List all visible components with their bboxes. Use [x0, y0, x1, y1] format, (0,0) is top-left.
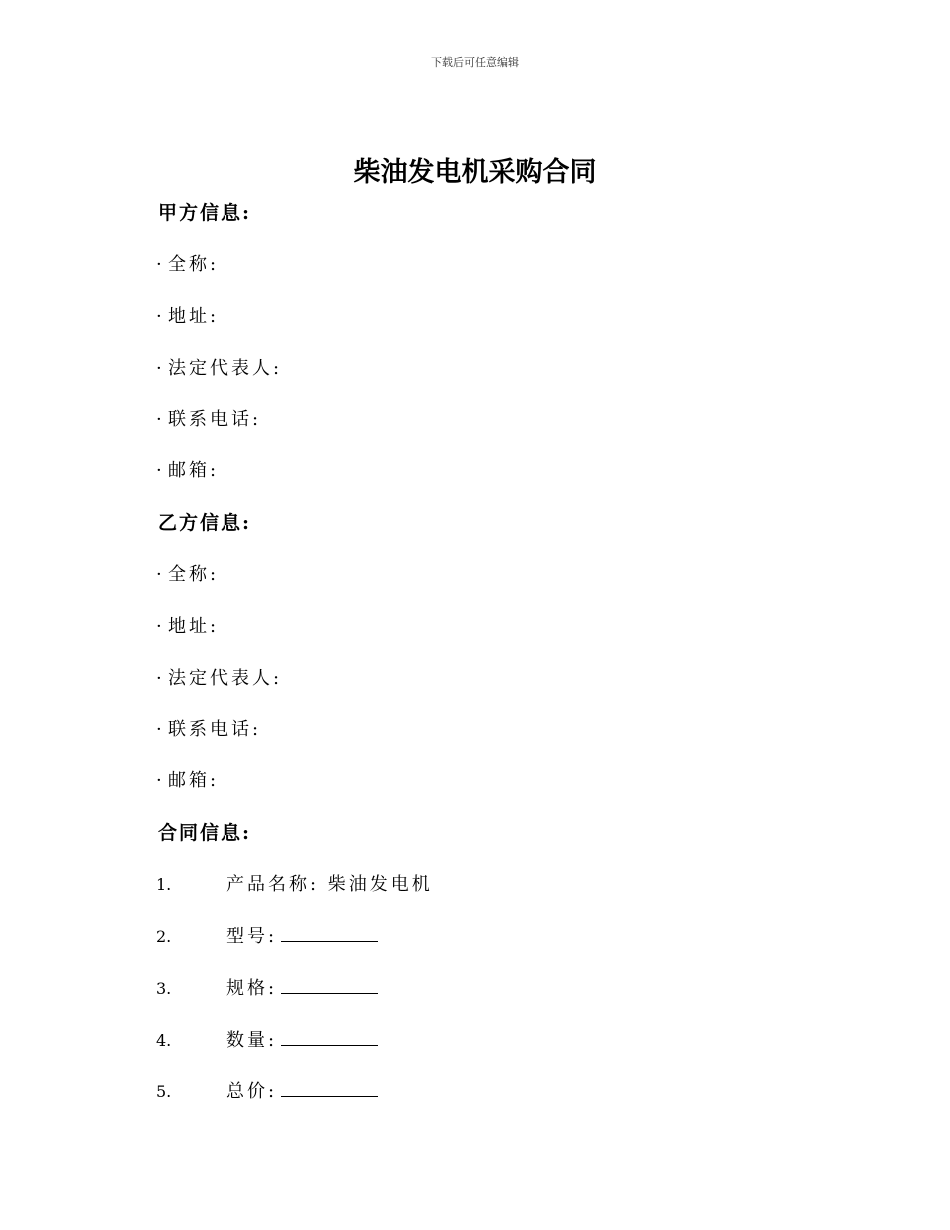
list-number: 3. — [156, 979, 172, 998]
party-b-legal-representative — [156, 664, 282, 690]
party-b-email — [156, 766, 219, 792]
document-title: 柴油发电机采购合同 — [353, 157, 597, 188]
bullet-icon: · — [156, 358, 162, 379]
party-b-full-name-label: 全称: — [168, 564, 220, 585]
list-number: 4. — [156, 1031, 172, 1050]
party-a-address-label: 地址: — [168, 306, 220, 327]
party-a-full-name-label: 全称: — [168, 254, 220, 275]
party-a-address — [156, 302, 219, 328]
list-number: 5. — [156, 1082, 172, 1101]
contract-item-specification — [156, 974, 378, 1000]
bullet-icon: · — [156, 460, 162, 481]
party-a-heading: 甲方信息: — [158, 202, 252, 224]
party-b-full-name — [156, 560, 219, 586]
bullet-icon: · — [156, 668, 162, 689]
party-a-legal-representative — [156, 354, 282, 380]
bullet-icon: · — [156, 254, 162, 275]
contract-item-model — [156, 922, 378, 948]
party-b-address — [156, 612, 219, 638]
specification-fill-in-blank[interactable] — [281, 975, 378, 994]
specification-label: 规格: — [226, 978, 278, 999]
model-fill-in-blank[interactable] — [281, 923, 378, 942]
party-a-phone — [156, 405, 261, 431]
party-a-phone-label: 联系电话: — [168, 409, 262, 430]
contract-item-product-name — [156, 870, 433, 896]
party-b-email-label: 邮箱: — [168, 770, 220, 791]
list-number: 2. — [156, 927, 172, 946]
contract-item-quantity — [156, 1026, 378, 1052]
party-b-legal-representative-label: 法定代表人: — [168, 668, 283, 689]
total-price-fill-in-blank[interactable] — [281, 1078, 378, 1097]
quantity-label: 数量: — [226, 1030, 278, 1051]
party-b-heading: 乙方信息: — [158, 512, 252, 534]
party-a-email-label: 邮箱: — [168, 460, 220, 481]
total-price-label: 总价: — [226, 1081, 278, 1102]
party-a-legal-representative-label: 法定代表人: — [168, 358, 283, 379]
quantity-fill-in-blank[interactable] — [281, 1027, 378, 1046]
bullet-icon: · — [156, 306, 162, 327]
page-header-note: 下载后可任意编辑 — [431, 56, 519, 69]
contract-item-total-price — [156, 1077, 378, 1103]
party-b-phone — [156, 715, 261, 741]
product-name-label: 产品名称: 柴油发电机 — [226, 874, 433, 895]
bullet-icon: · — [156, 719, 162, 740]
bullet-icon: · — [156, 770, 162, 791]
party-a-full-name — [156, 250, 219, 276]
bullet-icon: · — [156, 616, 162, 637]
contract-info-heading: 合同信息: — [158, 822, 252, 844]
party-b-address-label: 地址: — [168, 616, 220, 637]
party-b-phone-label: 联系电话: — [168, 719, 262, 740]
list-number: 1. — [156, 875, 172, 894]
bullet-icon: · — [156, 409, 162, 430]
party-a-email — [156, 456, 219, 482]
bullet-icon: · — [156, 564, 162, 585]
model-label: 型号: — [226, 926, 278, 947]
